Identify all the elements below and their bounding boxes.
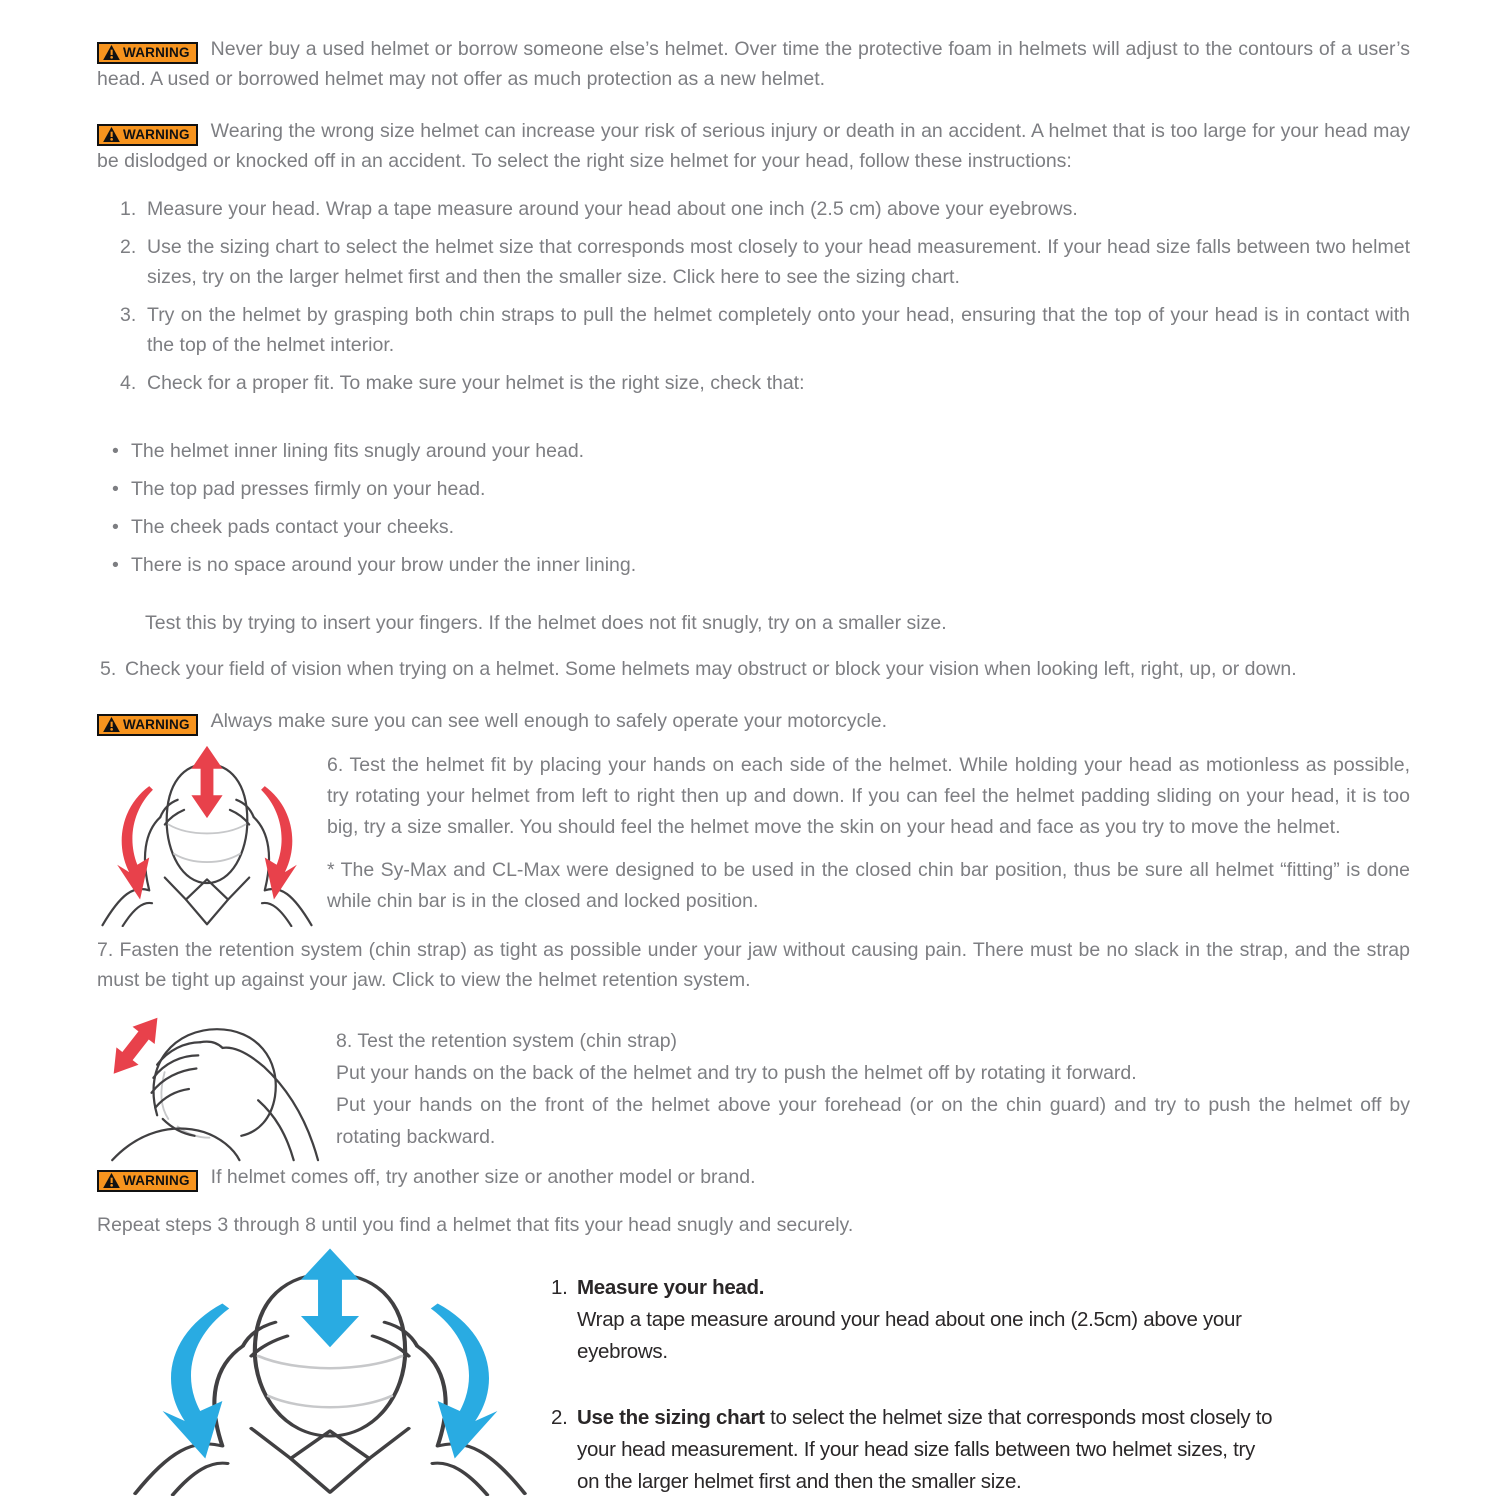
warning-badge <box>97 714 198 736</box>
warning-vision-paragraph <box>97 706 1410 736</box>
push-test-line-art <box>112 1029 318 1160</box>
step-8-block <box>336 1025 1410 1153</box>
step-number: 5. <box>100 658 117 680</box>
sizing-step-2 <box>551 1402 1281 1498</box>
warning-comes-off-text: If helmet comes off, try another size or another model or brand. <box>210 1166 756 1188</box>
warning-triangle-icon <box>103 1173 120 1188</box>
step-4-check-fit <box>120 368 1410 398</box>
sizing-step-number: 1. <box>551 1276 568 1299</box>
sizing-step-2-heading: Use the sizing chart <box>577 1406 765 1429</box>
step-3-try-on <box>120 300 1410 360</box>
sizing-steps-block <box>551 1272 1281 1498</box>
step-text: Check your field of vision when trying on a helmet. Some helmets may obstruct or block your vision when looking left, right, up, or down. <box>125 658 1297 680</box>
warning-vision-text: Always make sure you can see well enough to safely operate your motorcycle. <box>210 710 887 732</box>
sizing-step-number: 2. <box>551 1406 568 1429</box>
warning-wrong-size-paragraph <box>97 116 1410 176</box>
sizing-summary-section <box>97 1246 1410 1498</box>
step-7-text: 7. Fasten the retention system (chin strap) as tight as possible under your jaw without causing pain. There must be no slack in the strap, and the strap must be tight up against your jaw. <box>97 939 1410 991</box>
checklist-item-cheek-pads: • The cheek pads contact your cheeks. <box>110 514 1410 540</box>
warning-badge <box>97 1170 198 1192</box>
checklist-item-lining: • The helmet inner lining fits snugly around your head. <box>110 438 1410 464</box>
retention-test-section <box>97 1003 1410 1162</box>
sizing-step-1 <box>551 1272 1281 1368</box>
helmet-push-test-illustration <box>97 1003 322 1162</box>
step-8-title: 8. Test the retention system (chin strap) <box>336 1030 678 1052</box>
finger-test-note: Test this by trying to insert your fingers. If the helmet does not fit snugly, try on a smaller size. <box>145 612 947 634</box>
step-text: Measure your head. Wrap a tape measure around your head about one inch (2.5 cm) above your eyebrows. <box>147 198 1078 220</box>
step-7-retention <box>97 935 1410 995</box>
warning-triangle-icon <box>103 127 120 142</box>
symax-note: * The Sy-Max and CL-Max were designed to be used in the closed chin bar position, thus be sure all helmet “fitting” is done while chin bar is in the closed and locked position. <box>327 859 1410 912</box>
fitting-steps-list <box>120 194 1410 398</box>
warning-triangle-icon <box>103 717 120 732</box>
warning-used-helmet-paragraph <box>97 34 1410 94</box>
step-5-field-of-vision <box>100 654 1410 684</box>
repeat-steps-note: Repeat steps 3 through 8 until you find a helmet that fits your head snugly and securely. <box>97 1214 854 1236</box>
warning-triangle-icon <box>103 45 120 60</box>
sizing-step-2-text: to select the helmet size that corresponds most closely to your head measurement. If your head size falls between two helmet sizes, try on the larger helmet first and then the smaller size. <box>577 1406 1273 1493</box>
step-2-sizing-chart <box>120 232 1410 292</box>
fit-checklist <box>110 438 1410 578</box>
step-number: 2. <box>120 236 137 258</box>
warning-badge-label: WARNING <box>123 126 190 142</box>
checklist-item-brow-space: • There is no space around your brow under the inner lining. <box>110 552 1410 578</box>
step-text: Check for a proper fit. To make sure your helmet is the right size, check that: <box>147 372 805 394</box>
warning-wrong-size-text: Wearing the wrong size helmet can increase your risk of serious injury or death in an accident. A helmet that is too large for your head may be dislodged or knocked off in an accident. To select the right size helmet for your head, follow these instructions: <box>97 120 1410 172</box>
warning-badge-label: WARNING <box>123 1172 190 1188</box>
sizing-step-1-text: Wrap a tape measure around your head about one inch (2.5cm) above your eyebrows. <box>577 1308 1242 1363</box>
retention-system-link[interactable]: Click to view the helmet retention system. <box>391 969 751 991</box>
warning-comes-off-paragraph <box>97 1162 1410 1192</box>
sizing-chart-link[interactable]: Click here to see the sizing chart. <box>672 266 960 288</box>
step-1-measure <box>120 194 1410 224</box>
checklist-item-top-pad: • The top pad presses firmly on your head. <box>110 476 1410 502</box>
step-number: 3. <box>120 304 137 326</box>
step-text: Try on the helmet by grasping both chin straps to pull the helmet completely onto your head, ensuring that the top of your head is in contact with the top of the helmet interior. <box>147 304 1410 356</box>
step-number: 1. <box>120 198 137 220</box>
warning-used-helmet-text: Never buy a used helmet or borrow someone else’s helmet. Over time the protective foam in helmets will adjust to the contours of a user’s head. A used or borrowed helmet may not offer as much protection as a new helmet. <box>97 38 1410 90</box>
step-8-line2: Put your hands on the front of the helmet above your forehead (or on the chin guard) and try to push the helmet off by rotating backward. <box>336 1094 1410 1148</box>
warning-badge <box>97 124 198 146</box>
step-text: Use the sizing chart to select the helmet size that corresponds most closely to your head measurement. If your head size falls between two helmet sizes, try on the larger helmet first and then the smaller size. <box>147 236 1410 288</box>
helmet-fit-test-illustration-red <box>97 744 317 927</box>
warning-badge-label: WARNING <box>123 44 190 60</box>
step-number: 4. <box>120 372 137 394</box>
warning-badge-label: WARNING <box>123 716 190 732</box>
sizing-step-1-heading: Measure your head. <box>577 1276 765 1299</box>
helmet-fit-test-illustration-blue <box>125 1246 535 1496</box>
step-6-text: 6. Test the helmet fit by placing your hands on each side of the helmet. While holding your head as motionless as possible, try rotating your helmet from left to right then up and down. If you can feel the helmet padding sliding on your head, it is too big, try a size smaller. You should feel the helmet move the skin on your head and face as you try to move the helmet. <box>327 754 1410 838</box>
step-6-block <box>327 750 1410 917</box>
step-8-line1: Put your hands on the back of the helmet and try to push the helmet off by rotating it forward. <box>336 1062 1137 1084</box>
warning-badge <box>97 42 198 64</box>
fit-test-section <box>97 744 1410 927</box>
